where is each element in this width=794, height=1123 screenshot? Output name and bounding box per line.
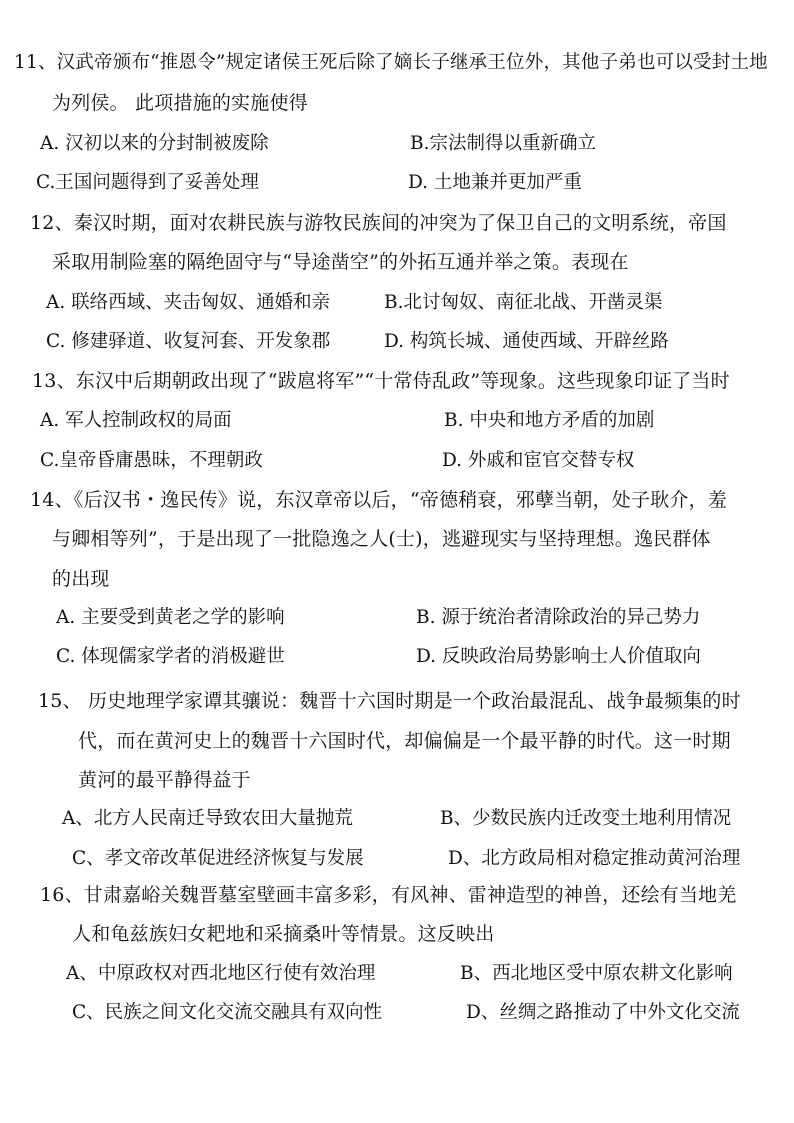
question-13-stem-line-1: 13、东汉中后期朝政出现了“跋扈将军”“十常侍乱政”等现象。这些现象印证了当时	[32, 370, 730, 392]
question-12-option-b: B.北讨匈奴、南征北战、开凿灵渠	[384, 292, 663, 313]
question-11-stem-line-2: 为列侯。 此项措施的实施使得	[52, 92, 308, 114]
question-13-option-c: C.皇帝昏庸愚昧，不理朝政	[40, 450, 263, 471]
question-11-stem-line-1: 11、汉武帝颁布“推恩令”规定诸侯王死后除了嫡长子继承王位外，其他子弟也可以受封土地	[14, 52, 768, 73]
question-16-stem-line-2: 人和龟兹族妇女耙地和采摘桑叶等情景。这反映出	[72, 923, 495, 945]
question-11-option-b: B.宗法制得以重新确立	[410, 133, 596, 154]
question-16-option-c: C、民族之间文化交流交融具有双向性	[72, 1002, 383, 1023]
question-16-option-b: B、西北地区受中原农耕文化影响	[460, 963, 733, 984]
question-14-stem-line-1: 14、《后汉书・逸民传》说，东汉章帝以后，“帝德稍衰，邪孽当朝，处子耿介，羞	[30, 489, 727, 511]
question-14-option-a: A. 主要受到黄老之学的影响	[56, 607, 285, 628]
question-15-stem-line-1: 15、 历史地理学家谭其骧说：魏晋十六国时期是一个政治最混乱、战争最频集的时	[38, 690, 741, 712]
question-16-stem-line-1: 16、甘肃嘉峪关魏晋墓室壁画丰富多彩，有风神、雷神造型的神兽，还绘有当地羌	[40, 884, 737, 906]
question-11-option-a: A. 汉初以来的分封制被废除	[40, 133, 269, 154]
question-11-option-c: C.王国问题得到了妥善处理	[36, 172, 259, 193]
question-15-stem-line-2: 代，而在黄河史上的魏晋十六国时代，却偏偏是一个最平静的时代。这一时期	[78, 730, 731, 752]
question-15-option-d: D、北方政局相对稳定推动黄河治理	[448, 848, 741, 869]
question-12-stem-line-2: 采取用制险塞的隔绝固守与“导途凿空”的外拓互通并举之策。表现在	[52, 251, 629, 273]
question-12-option-c: C. 修建驿道、收复河套、开发象郡	[46, 331, 331, 352]
question-16-option-a: A、中原政权对西北地区行使有效治理	[66, 963, 376, 984]
question-14-stem-line-2: 与卿相等列”，于是出现了一批隐逸之人(士)，逃避现实与坚持理想。逸民群体	[52, 528, 711, 550]
question-15-option-c: C、孝文帝改革促进经济恢复与发展	[72, 848, 364, 869]
question-15-option-a: A、北方人民南迁导致农田大量抛荒	[62, 808, 353, 829]
question-14-option-c: C. 体现儒家学者的消极避世	[56, 646, 285, 667]
question-15-option-b: B、少数民族内迁改变土地利用情况	[440, 808, 732, 829]
question-12-stem-line-1: 12、秦汉时期，面对农耕民族与游牧民族间的冲突为了保卫自己的文明系统，帝国	[30, 212, 727, 234]
question-11-option-d: D. 土地兼并更加严重	[408, 172, 582, 193]
question-13-option-a: A. 军人控制政权的局面	[40, 410, 232, 431]
question-14-stem-line-3: 的出现	[52, 568, 110, 590]
question-14-option-d: D. 反映政治局势影响士人价值取向	[416, 646, 701, 667]
question-12-option-d: D. 构筑长城、通使西域、开辟丝路	[384, 331, 669, 352]
question-12-option-a: A. 联络西域、夹击匈奴、通婚和亲	[46, 292, 331, 313]
question-13-option-b: B. 中央和地方矛盾的加剧	[444, 410, 655, 431]
question-14-option-b: B. 源于统治者清除政治的异己势力	[416, 607, 701, 628]
question-16-option-d: D、丝绸之路推动了中外文化交流	[466, 1002, 740, 1023]
question-13-option-d: D. 外戚和宦官交替专权	[442, 450, 635, 471]
question-15-stem-line-3: 黄河的最平静得益于	[78, 769, 251, 791]
